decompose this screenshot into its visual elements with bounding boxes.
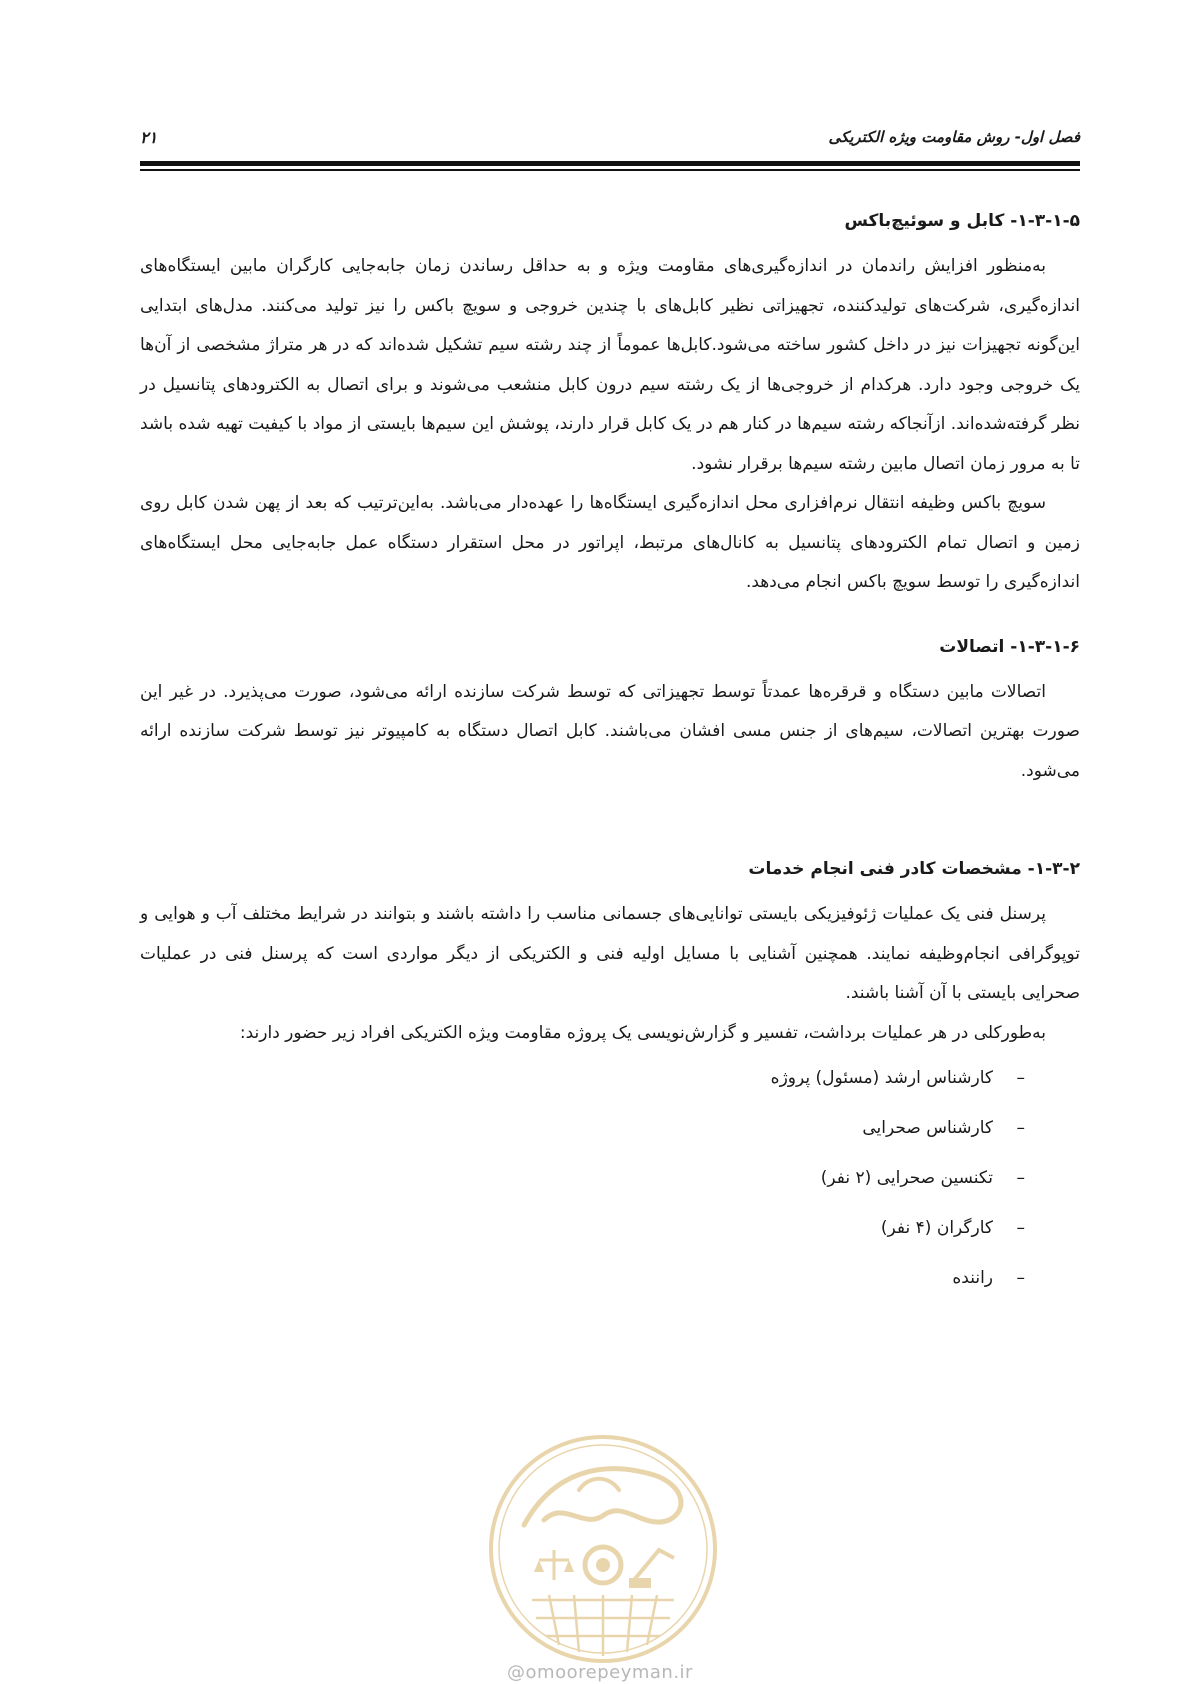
header-rule-thin — [140, 169, 1080, 171]
list-item — [140, 1253, 1025, 1303]
page-number: ۲۱ — [140, 128, 158, 147]
paragraph-cable: به‌منظور افزایش راندمان در اندازه‌گیری‌های مقاومت ویژه و به حداقل رساندن زمان جابه‌جایی کارگران مابین ایستگاه‌های اندازه‌گیری، شرکت‌های تولیدکننده، تجهیزاتی نظیر کابل‌های با چندین خروجی و سویچ باکس را نیز تولید می‌کنند. مدل‌های ابتدایی این‌گونه تجهیزات نیز در داخل کشور ساخته می‌شود.کابل‌ها عموماً از چند رشته سیم تشکیل شده‌اند که در هر متراژ مشخصی از آن‌ها یک خروجی وجود دارد. هرکدام از خروجی‌ها از یک رشته سیم درون کابل منشعب می‌شوند و برای اتصال به الکترودهای پتانسیل در نظر گرفته‌شده‌اند. ازآنجاکه رشته سیم‌ها در کنار هم در یک کابل قرار دارند، پوشش این سیم‌ها بایستی از مواد با کیفیت تهیه شده باشد تا به مرور زمان اتصال مابین رشته سیم‌ها برقرار نشود. — [140, 256, 1080, 474]
watermark-logo — [484, 1430, 722, 1668]
header-rule — [140, 161, 1080, 166]
bullet-dash: – — [1016, 1118, 1025, 1138]
section-heading-technical-staff: ۱-۳-۲- مشخصات کادر فنی انجام خدمات — [748, 859, 1080, 879]
list-item — [140, 1203, 1025, 1253]
list-item-label: تکنسین صحرایی (۲ نفر) — [820, 1168, 993, 1188]
list-item-label: کارشناس ارشد (مسئول) پروژه — [770, 1068, 993, 1088]
paragraph-switchbox: سویچ باکس وظیفه انتقال نرم‌افزاری محل اندازه‌گیری ایستگاه‌ها را عهده‌دار می‌باشد. به‌این‌ترتیب که بعد از پهن شدن کابل روی زمین و اتصال تمام الکترودهای پتانسیل به کانال‌های مرتبط، اپراتور در محل استقرار دستگاه عمل جابه‌جایی محل ایستگاه‌های اندازه‌گیری را توسط سویچ باکس انجام می‌دهد. — [140, 493, 1080, 592]
page-body — [140, 205, 1080, 1303]
bullet-dash: – — [1016, 1268, 1025, 1288]
list-item — [140, 1153, 1025, 1203]
paragraph-connections: اتصالات مابین دستگاه و قرقره‌ها عمدتاً توسط تجهیزاتی که توسط شرکت سازنده ارائه می‌شود، صورت می‌پذیرد. در غیر این صورت بهترین اتصالات، سیم‌های از جنس مسی افشان می‌باشند. کابل اتصال دستگاه به کامپیوتر نیز توسط شرکت سازنده ارائه می‌شود. — [140, 681, 1080, 781]
list-item-label: راننده — [952, 1268, 993, 1288]
watermark-url: @omoorepeyman.ir — [507, 1662, 693, 1683]
list-item — [140, 1053, 1025, 1103]
list-item-label: کارگران (۴ نفر) — [880, 1218, 993, 1238]
running-title: فصل اول- روش مقاومت ویژه الکتریکی — [828, 128, 1080, 146]
bullet-dash: – — [1016, 1218, 1025, 1238]
page-header — [140, 118, 1080, 152]
bullet-dash: – — [1016, 1168, 1025, 1188]
bullet-dash: – — [1016, 1068, 1025, 1088]
staff-list — [140, 1053, 1080, 1303]
list-item — [140, 1103, 1025, 1153]
list-item-label: کارشناس صحرایی — [862, 1118, 993, 1138]
paragraph-staff-abilities: پرسنل فنی یک عملیات ژئوفیزیکی بایستی توانایی‌های جسمانی مناسب را داشته باشند و بتوانند در شرایط مختلف آب و هوایی و توپوگرافی انجام‌وظیفه نمایند. همچنین آشنایی با مسایل اولیه فنی و الکتریکی از دیگر مواردی است که پرسنل فنی در عملیات صحرایی بایستی با آن آشنا باشند. — [140, 904, 1080, 1003]
section-heading-cable-switchbox: ۱-۳-۱-۵- کابل و سوئیچ‌باکس — [844, 211, 1080, 231]
section-heading-connections: ۱-۳-۱-۶- اتصالات — [939, 636, 1080, 657]
paragraph-staff-intro: به‌طورکلی در هر عملیات برداشت، تفسیر و گزارش‌نویسی یک پروژه مقاومت ویژه الکتریکی افراد زیر حضور دارند: — [239, 1022, 1046, 1043]
